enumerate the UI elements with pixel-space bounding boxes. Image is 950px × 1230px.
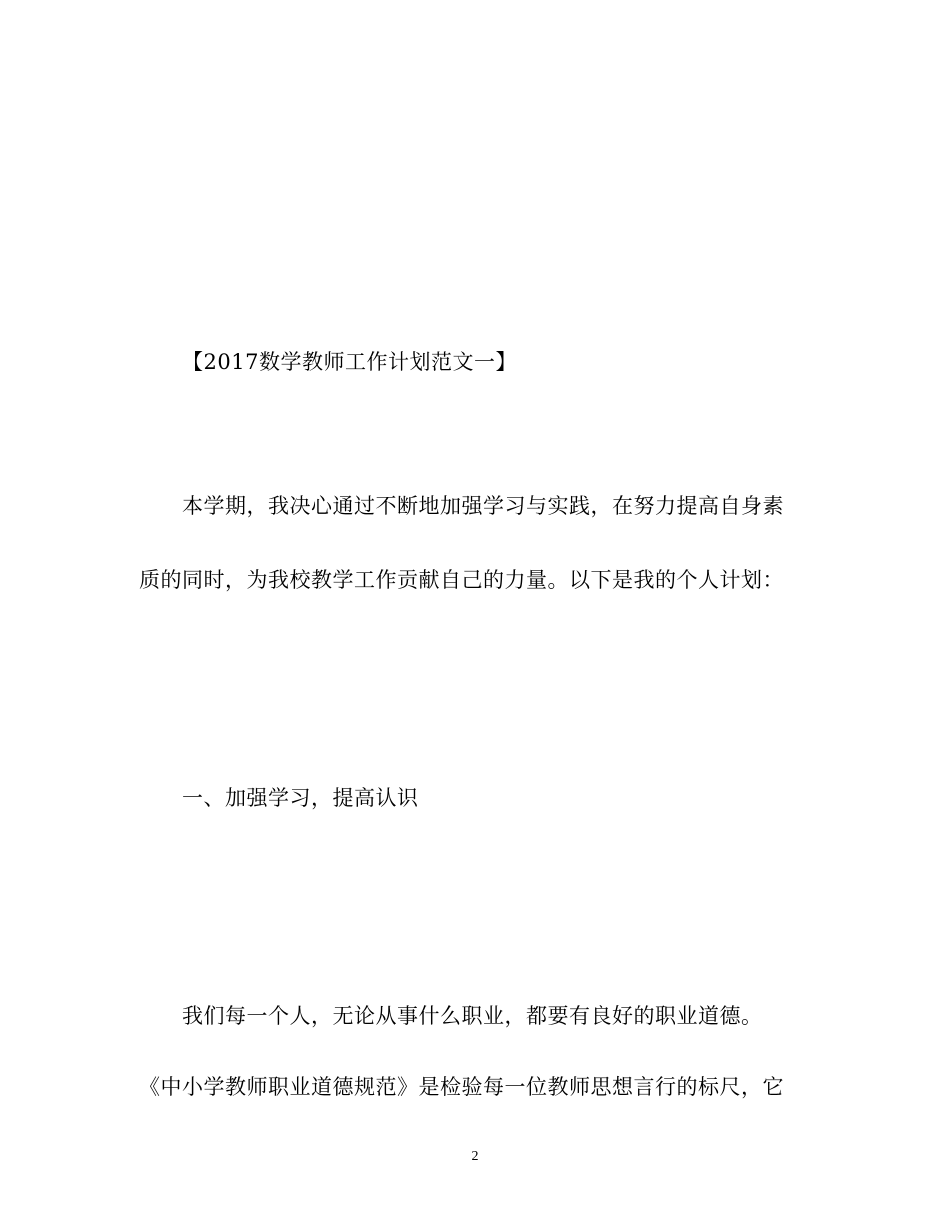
paragraph-2-line-2: 《中小学教师职业道德规范》是检验每一位教师思想言行的标尺，它	[139, 1075, 784, 1099]
page-number: 2	[471, 1149, 479, 1164]
section-1-title: 一、加强学习，提高认识	[182, 786, 419, 810]
paragraph-2-line-1: 我们每一个人，无论从事什么职业，都要有良好的职业道德。	[182, 1004, 763, 1028]
paragraph-1-line-1: 本学期，我决心通过不断地加强学习与实践，在努力提高自身素	[182, 494, 784, 518]
paragraph-1-line-2: 质的同时，为我校教学工作贡献自己的力量。以下是我的个人计划：	[139, 568, 784, 592]
document-heading: 【2017数学教师工作计划范文一】	[182, 350, 517, 374]
